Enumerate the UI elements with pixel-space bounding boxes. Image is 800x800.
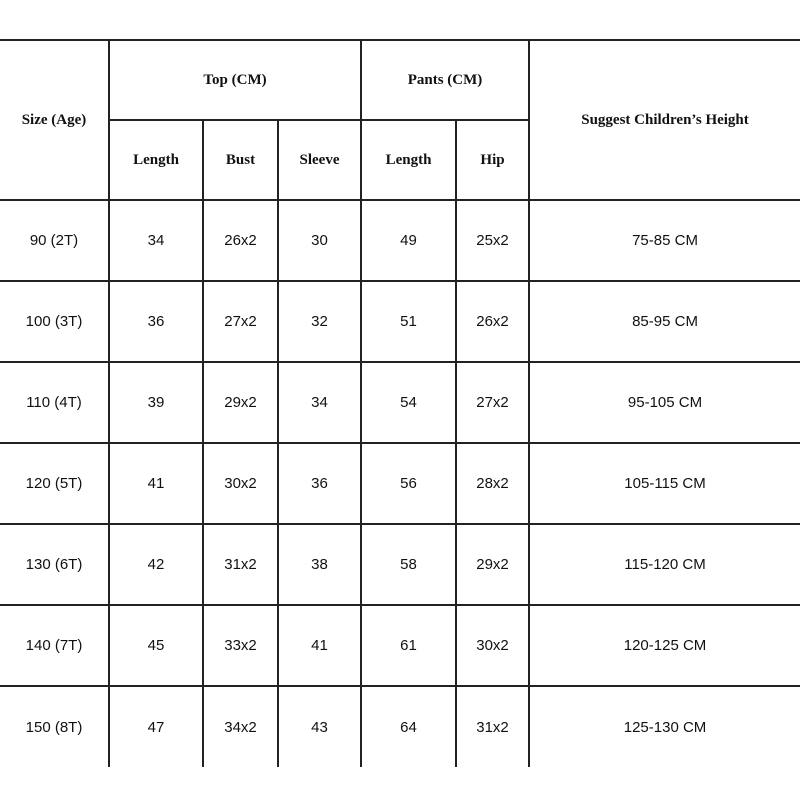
hip-cell: 28x2: [456, 443, 529, 524]
height-cell: 105-115 CM: [529, 443, 800, 524]
height-cell: 95-105 CM: [529, 362, 800, 443]
size-cell: 120 (5T): [0, 443, 109, 524]
pants-length-header: Length: [361, 120, 456, 200]
bust-cell: 33x2: [203, 605, 278, 686]
top-length-cell: 47: [109, 686, 203, 767]
top-length-cell: 45: [109, 605, 203, 686]
size-cell: 110 (4T): [0, 362, 109, 443]
suggested-height-header: Suggest Children’s Height: [529, 40, 800, 200]
bust-cell: 29x2: [203, 362, 278, 443]
size-cell: 100 (3T): [0, 281, 109, 362]
sleeve-cell: 43: [278, 686, 361, 767]
header-row-groups: [0, 40, 800, 120]
top-length-cell: 36: [109, 281, 203, 362]
table-row: [0, 362, 800, 443]
table-row: [0, 605, 800, 686]
bust-cell: 31x2: [203, 524, 278, 605]
pants-length-cell: 54: [361, 362, 456, 443]
height-cell: 125-130 CM: [529, 686, 800, 767]
pants-length-cell: 64: [361, 686, 456, 767]
bust-cell: 30x2: [203, 443, 278, 524]
table-row: [0, 686, 800, 767]
height-cell: 75-85 CM: [529, 200, 800, 281]
top-cm-header: Top (CM): [109, 40, 361, 120]
top-length-cell: 34: [109, 200, 203, 281]
sleeve-cell: 30: [278, 200, 361, 281]
top-length-header: Length: [109, 120, 203, 200]
pants-length-cell: 56: [361, 443, 456, 524]
sleeve-cell: 32: [278, 281, 361, 362]
size-age-header: Size (Age): [0, 40, 109, 200]
hip-cell: 31x2: [456, 686, 529, 767]
height-cell: 85-95 CM: [529, 281, 800, 362]
sleeve-cell: 41: [278, 605, 361, 686]
hip-cell: 27x2: [456, 362, 529, 443]
sleeve-header: Sleeve: [278, 120, 361, 200]
top-length-cell: 39: [109, 362, 203, 443]
hip-cell: 26x2: [456, 281, 529, 362]
bust-cell: 34x2: [203, 686, 278, 767]
size-chart-table: [0, 39, 800, 767]
pants-cm-header: Pants (CM): [361, 40, 529, 120]
table-row: [0, 443, 800, 524]
table-row: [0, 524, 800, 605]
size-cell: 130 (6T): [0, 524, 109, 605]
pants-length-cell: 49: [361, 200, 456, 281]
table-row: [0, 200, 800, 281]
top-length-cell: 42: [109, 524, 203, 605]
size-cell: 90 (2T): [0, 200, 109, 281]
size-cell: 140 (7T): [0, 605, 109, 686]
height-cell: 120-125 CM: [529, 605, 800, 686]
hip-cell: 29x2: [456, 524, 529, 605]
hip-header: Hip: [456, 120, 529, 200]
sleeve-cell: 34: [278, 362, 361, 443]
hip-cell: 25x2: [456, 200, 529, 281]
hip-cell: 30x2: [456, 605, 529, 686]
height-cell: 115-120 CM: [529, 524, 800, 605]
pants-length-cell: 61: [361, 605, 456, 686]
table-row: [0, 281, 800, 362]
pants-length-cell: 51: [361, 281, 456, 362]
top-length-cell: 41: [109, 443, 203, 524]
pants-length-cell: 58: [361, 524, 456, 605]
bust-cell: 26x2: [203, 200, 278, 281]
size-cell: 150 (8T): [0, 686, 109, 767]
sleeve-cell: 36: [278, 443, 361, 524]
bust-header: Bust: [203, 120, 278, 200]
sleeve-cell: 38: [278, 524, 361, 605]
bust-cell: 27x2: [203, 281, 278, 362]
size-rows: [0, 200, 800, 767]
